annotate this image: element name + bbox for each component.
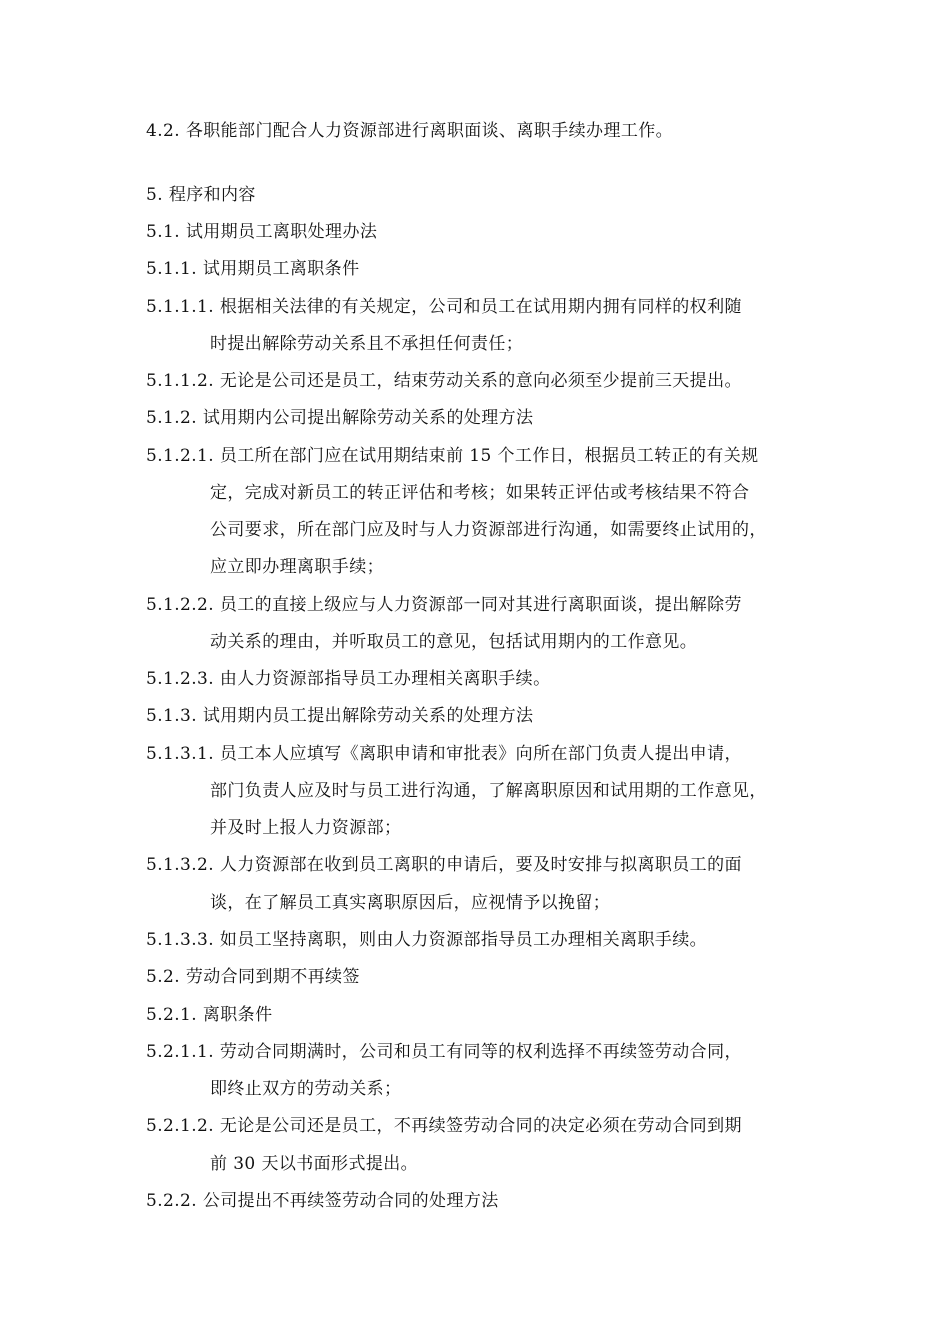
clause-5-1-3: 5.1.3. 试用期内员工提出解除劳动关系的处理方法: [146, 706, 534, 726]
clause-5-1-2-1-cont-2: 公司要求，所在部门应及时与人力资源部进行沟通，如需要终止试用的，: [210, 520, 767, 540]
clause-5-1-2-1-cont-3: 应立即办理离职手续；: [210, 557, 384, 577]
clause-4-2: 4.2. 各职能部门配合人力资源部进行离职面谈、离职手续办理工作。: [146, 121, 674, 141]
clause-5-1-1: 5.1.1. 试用期员工离职条件: [146, 259, 360, 279]
clause-5-1-3-3: 5.1.3.3. 如员工坚持离职，则由人力资源部指导员工办理相关离职手续。: [146, 930, 708, 950]
clause-5-1-2-1-cont-1: 定，完成对新员工的转正评估和考核；如果转正评估或考核结果不符合: [210, 483, 750, 503]
clause-5-1-1-1-cont: 时提出解除劳动关系且不承担任何责任；: [210, 334, 524, 354]
clause-5-1: 5.1. 试用期员工离职处理办法: [146, 222, 378, 242]
clause-5-1-1-2: 5.1.1.2. 无论是公司还是员工，结束劳动关系的意向必须至少提前三天提出。: [146, 371, 742, 391]
clause-5-2-1-1: 5.2.1.1. 劳动合同期满时，公司和员工有同等的权利选择不再续签劳动合同，: [146, 1042, 742, 1062]
clause-5-1-3-1: 5.1.3.1. 员工本人应填写《离职申请和审批表》向所在部门负责人提出申请，: [146, 744, 742, 764]
clause-5-1-2: 5.1.2. 试用期内公司提出解除劳动关系的处理方法: [146, 408, 534, 428]
clause-5-1-3-1-cont-1: 部门负责人应及时与员工进行沟通，了解离职原因和试用期的工作意见，: [210, 781, 767, 801]
clause-5-1-2-3: 5.1.2.3. 由人力资源部指导员工办理相关离职手续。: [146, 669, 551, 689]
section-5-heading: 5. 程序和内容: [146, 185, 256, 205]
clause-5-2-2: 5.2.2. 公司提出不再续签劳动合同的处理方法: [146, 1191, 499, 1211]
clause-5-2-1: 5.2.1. 离职条件: [146, 1005, 273, 1025]
clause-5-1-3-2-cont: 谈，在了解员工真实离职原因后，应视情予以挽留；: [210, 893, 611, 913]
clause-5-2-1-2-cont: 前 30 天以书面形式提出。: [210, 1154, 419, 1174]
clause-5-1-2-2-cont: 动关系的理由，并听取员工的意见，包括试用期内的工作意见。: [210, 632, 698, 652]
clause-5-2: 5.2. 劳动合同到期不再续签: [146, 967, 360, 987]
clause-5-2-1-2: 5.2.1.2. 无论是公司还是员工，不再续签劳动合同的决定必须在劳动合同到期: [146, 1116, 742, 1136]
clause-5-2-1-1-cont: 即终止双方的劳动关系；: [210, 1079, 402, 1099]
clause-5-1-3-1-cont-2: 并及时上报人力资源部；: [210, 818, 402, 838]
clause-5-1-1-1: 5.1.1.1. 根据相关法律的有关规定，公司和员工在试用期内拥有同样的权利随: [146, 297, 742, 317]
clause-5-1-2-1: 5.1.2.1. 员工所在部门应在试用期结束前 15 个工作日，根据员工转正的有关规: [146, 446, 759, 466]
clause-5-1-3-2: 5.1.3.2. 人力资源部在收到员工离职的申请后，要及时安排与拟离职员工的面: [146, 855, 742, 875]
clause-5-1-2-2: 5.1.2.2. 员工的直接上级应与人力资源部一同对其进行离职面谈，提出解除劳: [146, 595, 742, 615]
